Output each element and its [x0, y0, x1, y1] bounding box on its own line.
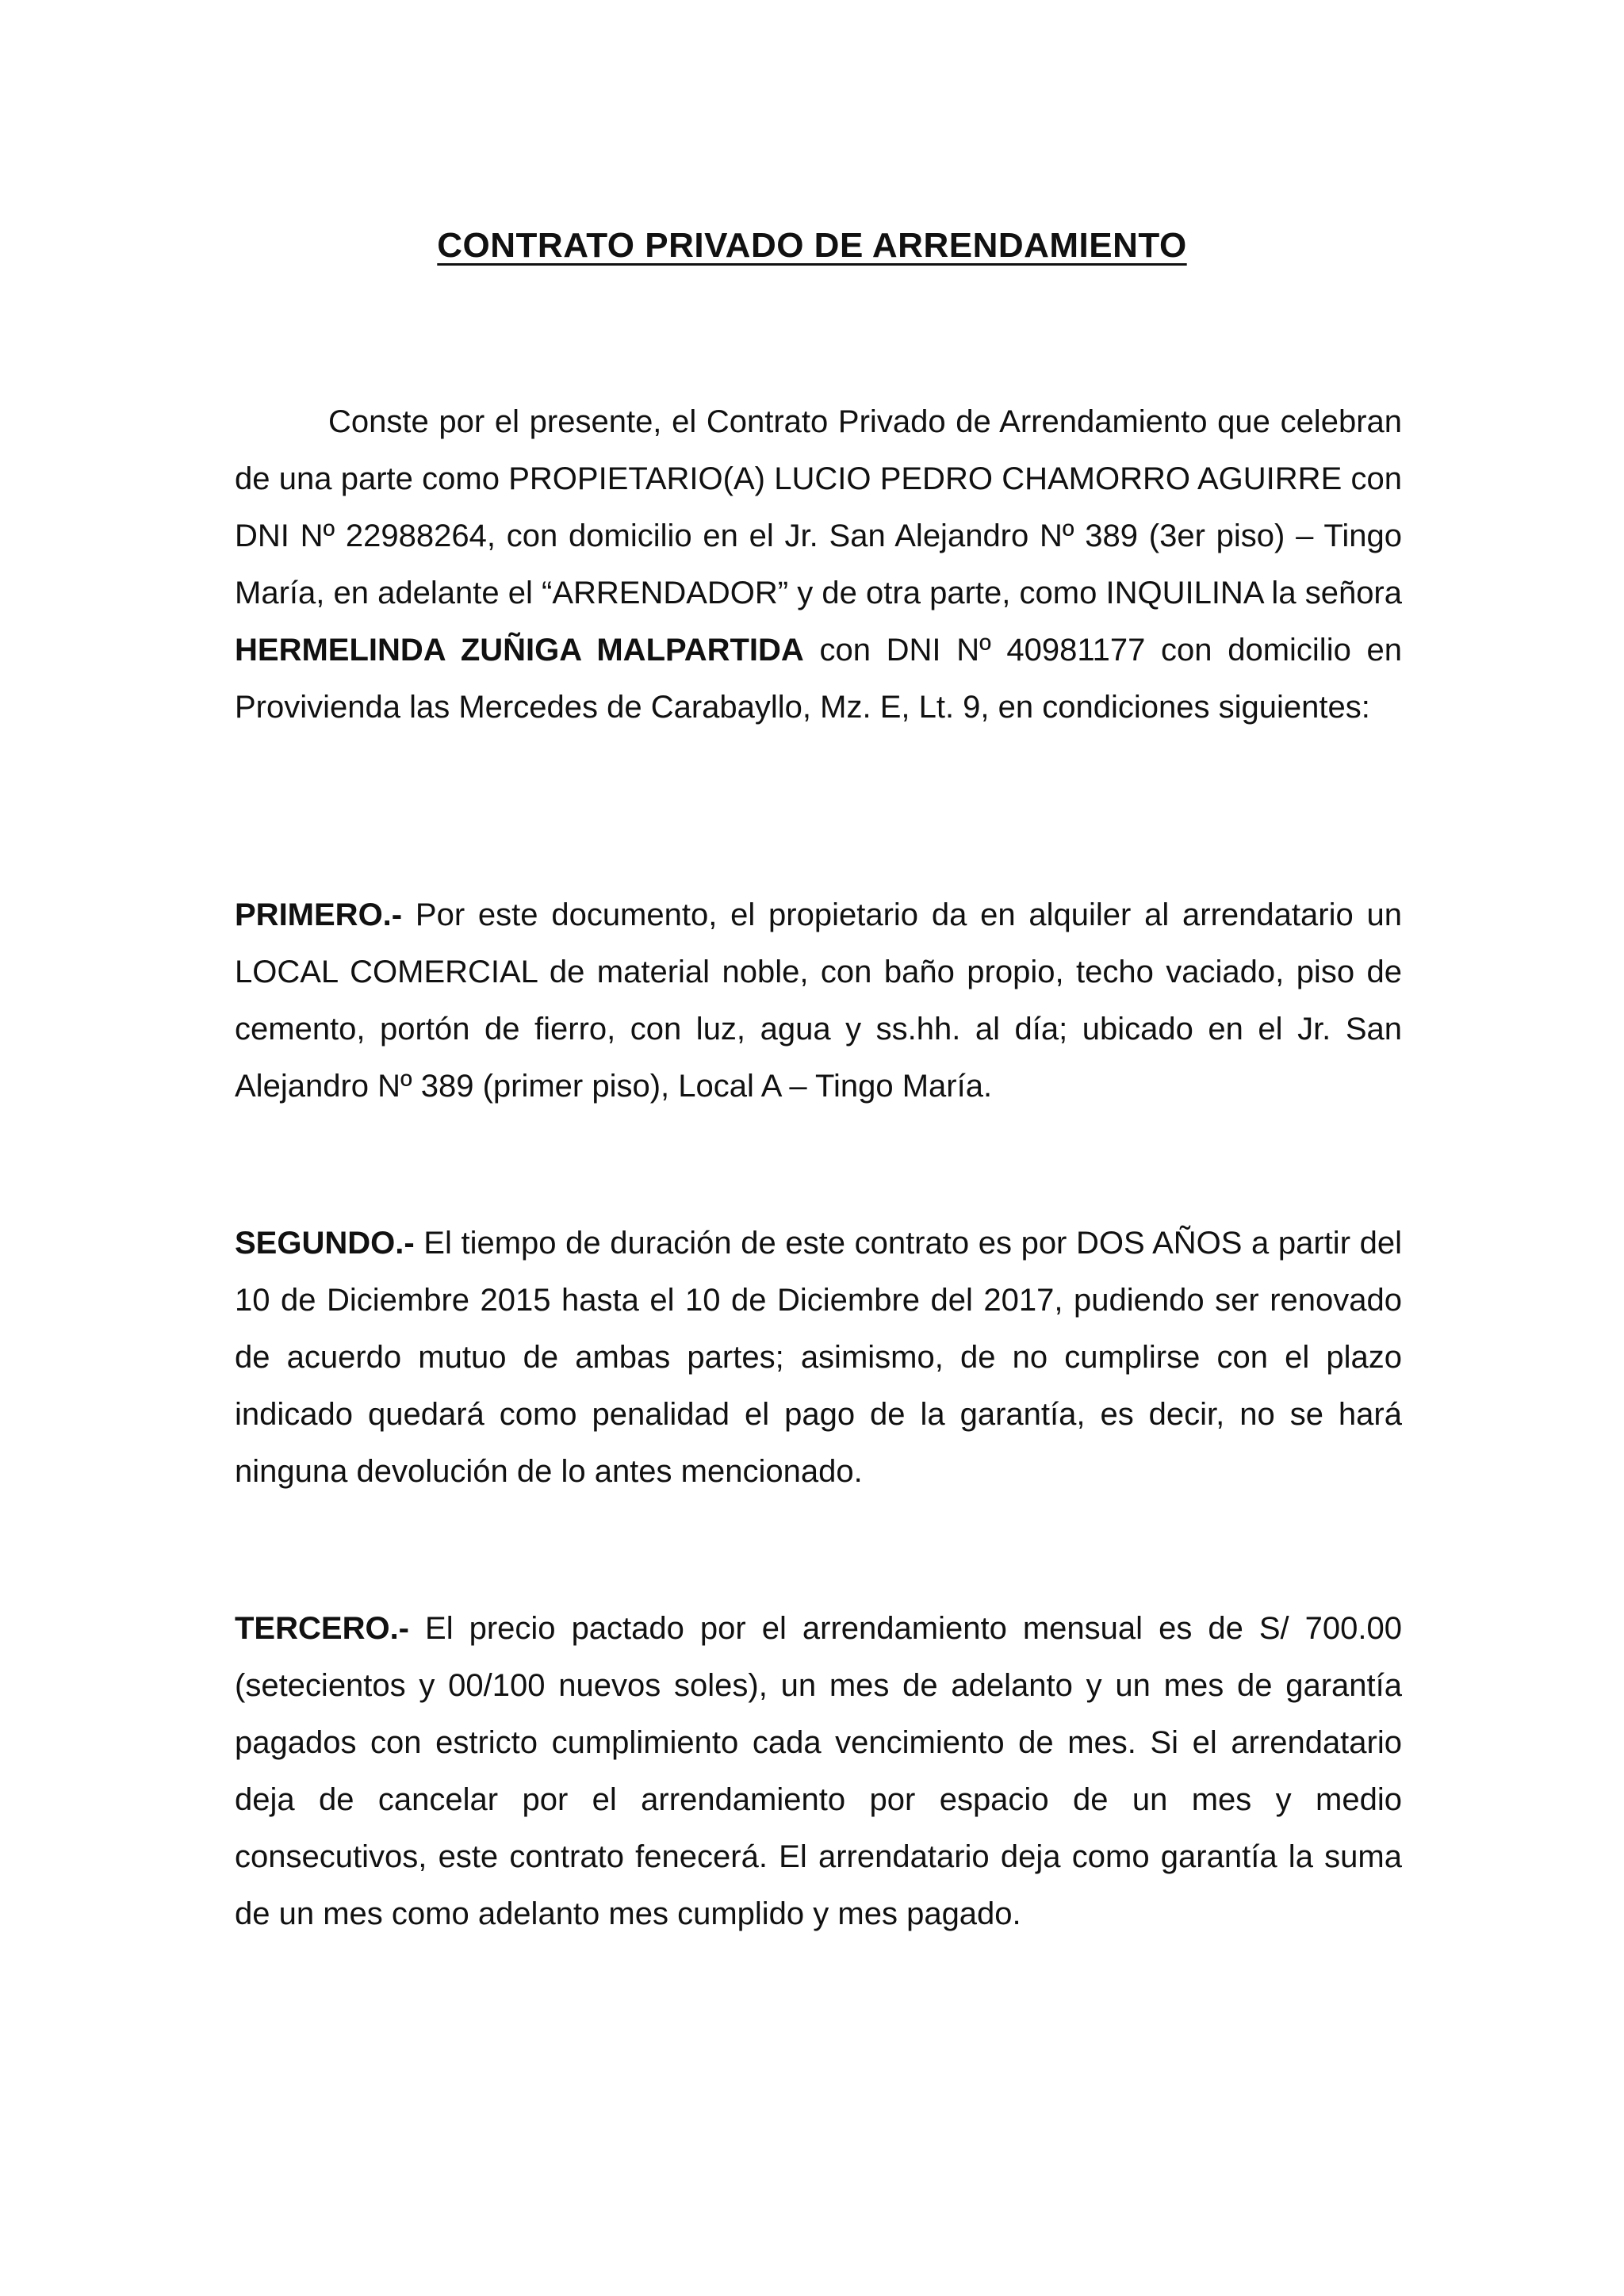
clause-segundo [235, 1215, 1402, 1500]
clause-heading: SEGUNDO.- [235, 1226, 415, 1261]
document-title: CONTRATO PRIVADO DE ARRENDAMIENTO [437, 226, 1187, 265]
tenant-name: HERMELINDA ZUÑIGA MALPARTIDA [235, 633, 804, 668]
intro-text-start: Conste por el presente, el Contrato Privado de Arrendamiento que celebran de una parte como PROPIETARIO(A) LUCIO PEDRO CHAMORRO AGUIRRE con DNI Nº 22988264, con domicilio en el Jr. San Alejandro Nº 389 (3er piso) – Tingo María, en adelante el “ARRENDADOR” y de otra parte, como INQUILINA la señora [235, 404, 1402, 610]
clause-text: El tiempo de duración de este contrato es por DOS AÑOS a partir del 10 de Diciembre 2015 hasta el 10 de Diciembre del 2017, pudiendo ser renovado de acuerdo mutuo de ambas partes; asimismo, de no cumplirse con el plazo indicado quedará como penalidad el pago de la garantía, es decir, no se hará ninguna devolución de lo antes mencionado. [235, 1226, 1402, 1489]
clause-primero [235, 886, 1402, 1115]
intro-paragraph [235, 393, 1402, 736]
clause-heading: PRIMERO.- [235, 897, 403, 932]
clause-heading: TERCERO.- [235, 1611, 409, 1646]
clause-text: Por este documento, el propietario da en alquiler al arrendatario un LOCAL COMERCIAL de material noble, con baño propio, techo vaciado, piso de cemento, portón de fierro, con luz, agua y ss.hh. al día; ubicado en el Jr. San Alejandro Nº 389 (primer piso), Local A – Tingo María. [235, 897, 1402, 1104]
clause-tercero [235, 1600, 1402, 1942]
intro-text-end: con DNI Nº 40981177 con domicilio en Provivienda las Mercedes de Carabayllo, Mz. E, Lt. 9, en condiciones siguientes: [235, 633, 1402, 725]
clause-text: El precio pactado por el arrendamiento mensual es de S/ 700.00 (setecientos y 00/100 nuevos soles), un mes de adelanto y un mes de garantía pagados con estricto cumplimiento cada vencimiento de mes. Si el arrendatario deja de cancelar por el arrendamiento por espacio de un mes y medio consecutivos, este contrato fenecerá. El arrendatario deja como garantía la suma de un mes como adelanto mes cumplido y mes pagado. [235, 1611, 1402, 1931]
